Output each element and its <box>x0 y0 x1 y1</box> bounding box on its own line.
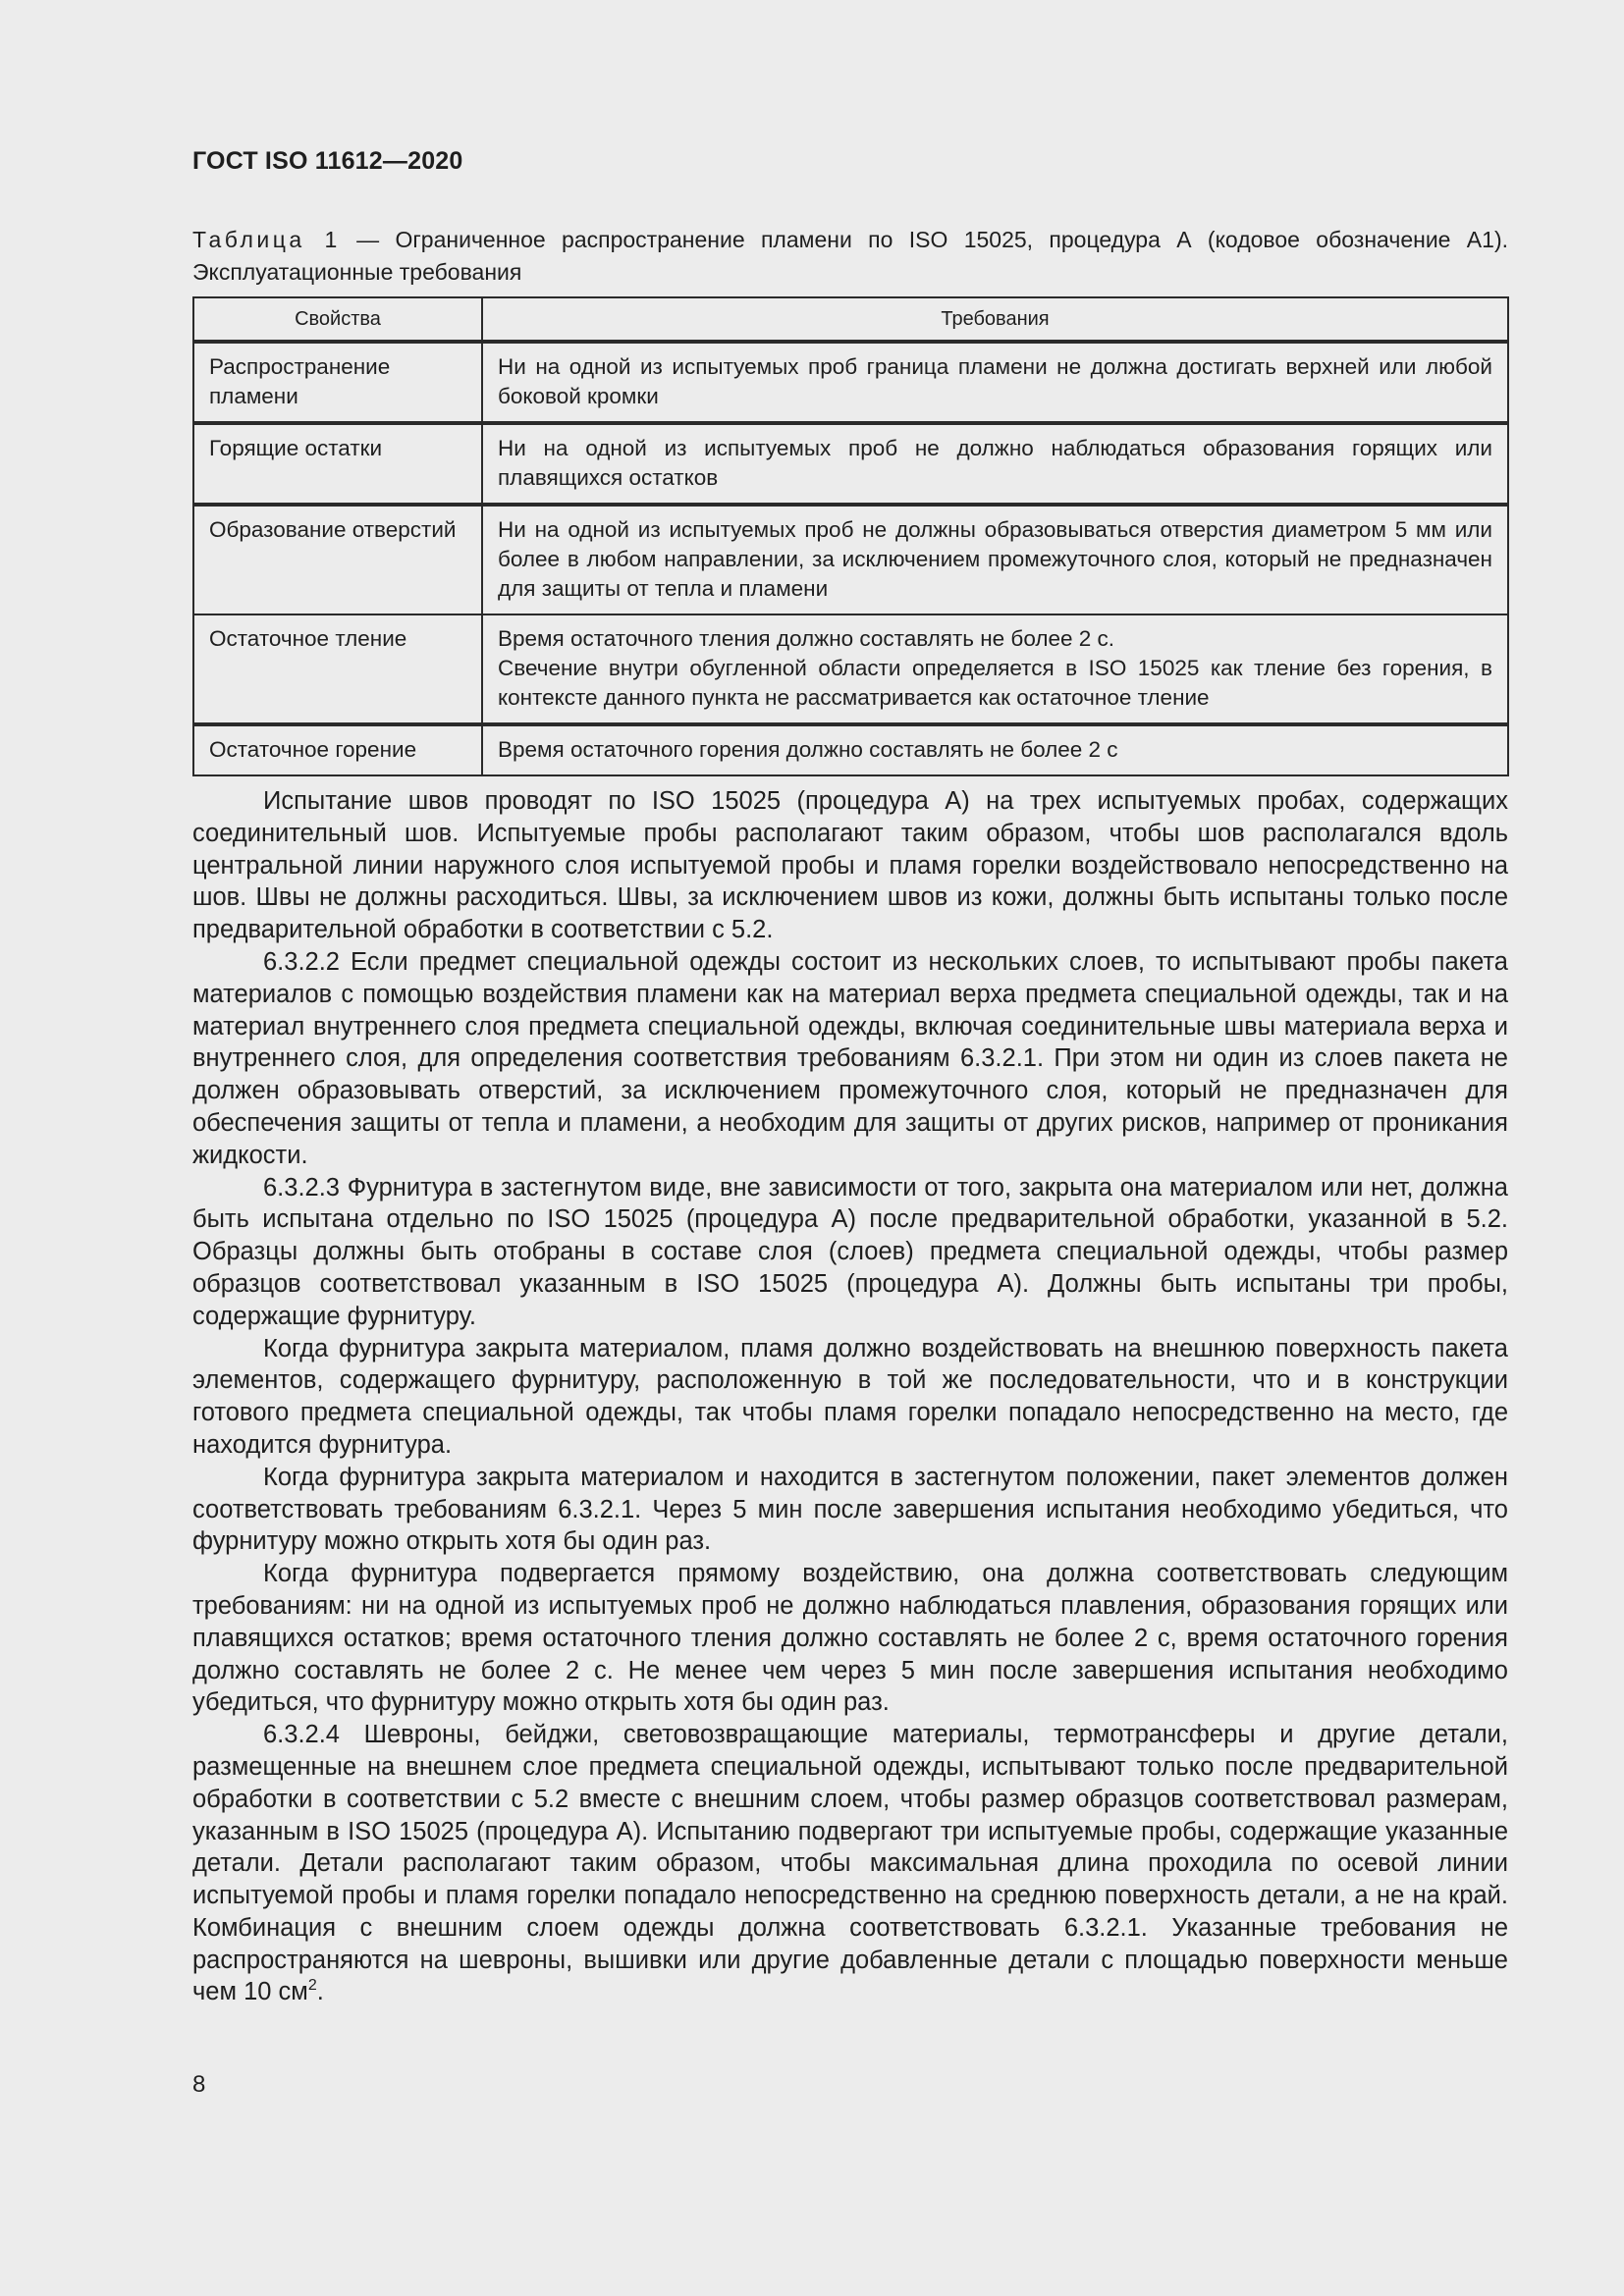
column-header-properties: Свойства <box>193 297 482 342</box>
table-row <box>193 505 1508 614</box>
paragraph: 6.3.2.3 Фурнитура в застегнутом виде, вне зависимости от того, закрыта она материалом или нет, должна быть испытана отдельно по ISO 15025 (процедура А) после предварительной обработки, указанной в 5.2. Образцы должны быть отобраны в составе слоя (слоев) предмета специальной одежды, чтобы размер образцов соответствовал указанным в ISO 15025 (процедура А). Должны быть испытаны три пробы, содержащие фурнитуру. <box>192 1173 1508 1330</box>
requirements-table <box>192 296 1509 776</box>
paragraph <box>192 1719 1508 2008</box>
requirement-cell: Ни на одной из испытуемых проб не должно наблюдаться образования горящих или плавящихся остатков <box>482 423 1508 505</box>
property-cell: Образование отверстий <box>193 505 482 614</box>
superscript: 2 <box>307 1977 317 1995</box>
table-row <box>193 614 1508 724</box>
column-header-requirements: Требования <box>482 297 1508 342</box>
property-cell: Распространение пламени <box>193 342 482 423</box>
requirement-line: Время остаточного тления должно составлять не более 2 с. <box>498 626 1115 651</box>
requirement-cell: Ни на одной из испытуемых проб граница пламени не должна достигать верхней или любой боковой кромки <box>482 342 1508 423</box>
paragraph: Испытание швов проводят по ISO 15025 (процедура А) на трех испытуемых пробах, содержащих соединительный шов. Испытуемые пробы располагают таким образом, чтобы шов располагался вдоль центральной линии наружного слоя испытуемой пробы и пламя горелки воздействовало непосредственно на шов. Швы не должны расходиться. Швы, за исключением швов из кожи, должны быть испытаны только после предварительной обработки в соответствии с 5.2. <box>192 787 1508 944</box>
paragraph-text: 6.3.2.4 Шевроны, бейджи, световозвращающие материалы, термотрансферы и другие детали, размещенные на внешнем слое предмета специальной одежды, испытывают только после предварительной обработки в соответствии с 5.2 вместе с внешним слоем, чтобы размер образцов соответствовал размерам, указанным в ISO 15025 (процедура А). Испытанию подвергают три испытуемые пробы, содержащие указанные детали. Детали располагают таким образом, чтобы максимальная длина проходила по осевой линии испытуемой пробы и пламя горелки попадало непосредственно на среднюю поверхность детали, а не на край. Комбинация с внешним слоем одежды должна соответствовать 6.3.2.1. Указанные требования не распространяются на шевроны, вышивки или другие добавленные детали с площадью поверхности меньше чем 10 см <box>192 1721 1508 2006</box>
document-header-title: ГОСТ ISO 11612—2020 <box>192 147 463 175</box>
table-row <box>193 342 1508 423</box>
paragraph: Когда фурнитура закрыта материалом, пламя должно воздействовать на внешнюю поверхность пакета элементов, содержащего фурнитуру, расположенную в той же последовательности, что и в конструкции готового предмета специальной одежды, так чтобы пламя горелки попадало непосредственно на место, где находится фурнитура. <box>192 1334 1508 1459</box>
table-caption-text: — Ограниченное распространение пламени по ISO 15025, процедура А (кодовое обозначение А1). Эксплуатационные требования <box>192 227 1508 285</box>
requirement-line: Свечение внутри обугленной области определяется в ISO 15025 как тление без горения, в контексте данного пункта не рассматривается как остаточное тление <box>498 656 1492 710</box>
table-caption-label: Таблица 1 <box>192 227 341 252</box>
page-number: 8 <box>192 2071 206 2098</box>
requirement-cell: Время остаточного горения должно составлять не более 2 с <box>482 724 1508 775</box>
body-text <box>192 785 1508 2008</box>
property-cell: Горящие остатки <box>193 423 482 505</box>
table-row <box>193 724 1508 775</box>
paragraph: Когда фурнитура подвергается прямому воздействию, она должна соответствовать следующим требованиям: ни на одной из испытуемых проб не должно наблюдаться плавления, образования горящих или плавящихся остатков; время остаточного тления должно составлять не более 2 с, время остаточного горения должно составлять не более 2 с. Не менее чем через 5 мин после завершения испытания необходимо убедиться, что фурнитуру можно открыть хотя бы один раз. <box>192 1560 1508 1717</box>
paragraph: Когда фурнитура закрыта материалом и находится в застегнутом положении, пакет элементов должен соответствовать требованиям 6.3.2.1. Через 5 мин после завершения испытания необходимо убедиться, что фурнитуру можно открыть хотя бы один раз. <box>192 1463 1508 1556</box>
property-cell: Остаточное тление <box>193 614 482 724</box>
table-caption <box>192 224 1508 289</box>
paragraph: 6.3.2.2 Если предмет специальной одежды состоит из нескольких слоев, то испытывают пробы пакета материалов с помощью воздействия пламени как на материал верха предмета специальной одежды, так и на материал внутреннего слоя предмета специальной одежды, включая соединительные швы материала верха и внутреннего слоя, для определения соответствия требованиям 6.3.2.1. При этом ни один из слоев пакета не должен образовывать отверстий, за исключением промежуточного слоя, который не предназначен для обеспечения защиты от тепла и пламени, а необходим для защиты от других рисков, например от проникания жидкости. <box>192 947 1508 1169</box>
paragraph-end: . <box>316 1978 324 2006</box>
property-cell: Остаточное горение <box>193 724 482 775</box>
table-row <box>193 423 1508 505</box>
requirement-cell <box>482 614 1508 724</box>
table-header-row <box>193 297 1508 342</box>
requirement-cell: Ни на одной из испытуемых проб не должны образовываться отверстия диаметром 5 мм или более в любом направлении, за исключением промежуточного слоя, который не предназначен для защиты от тепла и пламени <box>482 505 1508 614</box>
